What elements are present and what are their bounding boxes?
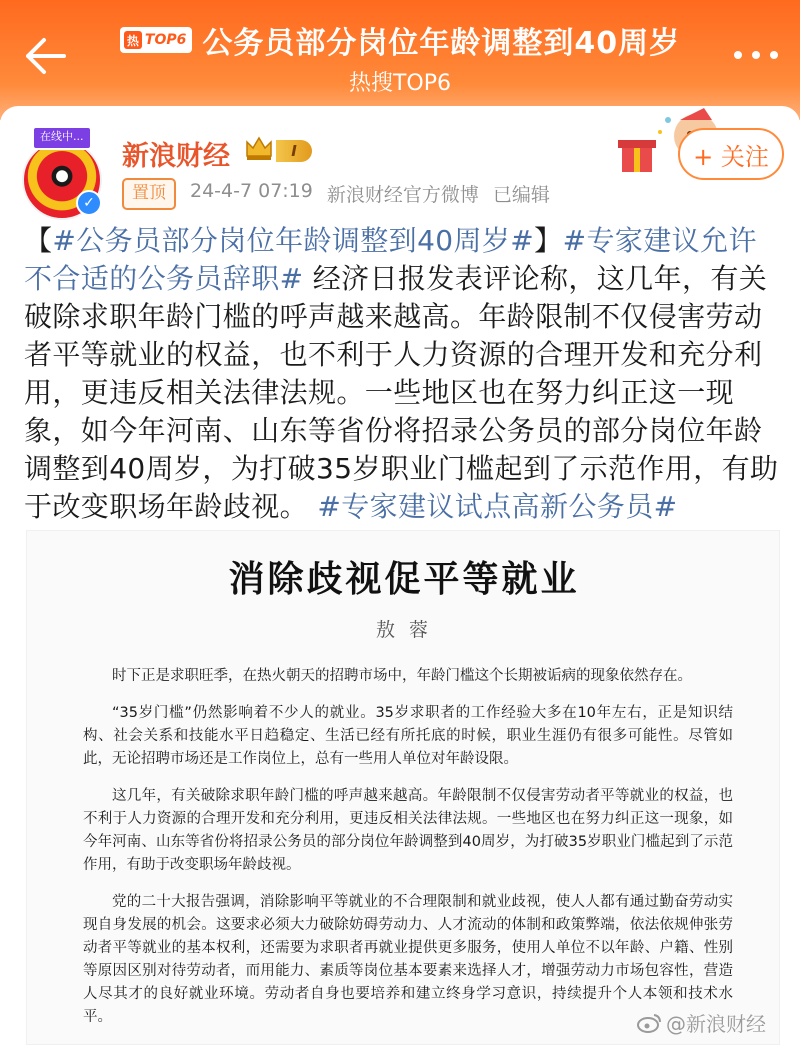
article-paragraph: “35岁门槛”仍然影响着不少人的就业。35岁求职者的工作经验大多在10年左右，正是知识结构、社会关系和技能水平日趋稳定、生活已经有所托底的时候，职业生涯仍有很多可能性。尽管如此，无论招聘市场还是工作岗位上，总有一些用人单位对年龄设限。 <box>83 705 733 767</box>
title-row <box>0 18 800 62</box>
more-dot <box>770 51 778 59</box>
article-title: 消除歧视促平等就业 <box>228 558 580 600</box>
bracket-close: 】 <box>534 224 563 257</box>
article-paragraph: 党的二十大报告强调，消除影响平等就业的不合理限制和就业歧视，使人人都有通过勤奋劳动实现自身发展的机会。这要求必须大力破除妨碍劳动力、人才流动的体制和政策弊端，依法依规伸张劳动者平等就业的基本权利，还需要为求职者再就业提供更多服务，使用人单位不以年龄、户籍、性别等原因区别对待劳动者，而用能力、素质等岗位基本要素来选择人才，增强劳动力市场包容性，营造人尽其才的良好就业环境。劳动者自身也要培养和建立终身学习意识，持续提升个人本领和技术水平。 <box>83 894 733 1025</box>
avatar-container[interactable] <box>22 126 102 212</box>
hashtag-link[interactable]: #专家建议试点高新公务员# <box>317 490 678 523</box>
post-source: 新浪财经官方微博 <box>326 184 479 206</box>
top-header <box>0 0 800 120</box>
pinned-badge: 置顶 <box>122 178 176 210</box>
article-body <box>83 665 733 1043</box>
article-paragraph: 这几年，有关破除求职年龄门槛的呼声越来越高。年龄限制不仅侵害劳动者平等就业的权益，也不利于人力资源的合理开发和充分利用，更违反相关法律法规。一些地区也在努力纠正这一现象，如今年河南、山东等省份将招录公务员的部分岗位年龄调整到40周岁，为打破35岁职业门槛起到了示范作用，有助于改变职场年龄歧视。 <box>83 788 733 873</box>
page-subtitle: 热搜TOP6 <box>348 71 452 96</box>
post-content <box>24 222 780 526</box>
more-dot <box>752 51 760 59</box>
more-button[interactable] <box>734 48 778 62</box>
hashtag-link[interactable]: #公务员部分岗位年龄调整到40周岁# <box>52 224 535 257</box>
article-paragraph: 时下正是求职旺季，在热火朝天的招聘市场中，年龄门槛这个长期被诟病的现象依然存在。 <box>112 668 692 684</box>
crown-icon <box>244 134 274 162</box>
watermark <box>636 1008 766 1037</box>
post-card <box>0 106 800 1061</box>
username[interactable]: 新浪财经 <box>122 141 230 172</box>
post-body-text: 经济日报发表评论称，这几年，有关破除求职年龄门槛的呼声越来越高。年龄限制不仅侵害劳动者平等就业的权益，也不利于人力资源的合理开发和充分利用，更违反相关法律法规。一些地区也在努力纠正这一现象，如今年河南、山东等省份将招录公务员的部分岗位年龄调整到40周岁，为打破35岁职业门槛起到了示范作用，有助于改变职场年龄歧视。 <box>24 262 779 523</box>
hashtag-link[interactable]: #专家建议允许不合适的公务员辞职# <box>24 224 757 295</box>
live-tag: 在线中... <box>32 126 92 150</box>
watermark-text: @新浪财经 <box>666 1012 766 1036</box>
article-author: 敖 蓉 <box>375 619 433 641</box>
hot-badge-label: TOP6 <box>144 32 187 48</box>
vip-level-badge: I <box>276 140 312 162</box>
post-edited: 已编辑 <box>492 184 550 206</box>
article-image[interactable] <box>26 530 780 1045</box>
weibo-logo-icon <box>636 1012 662 1034</box>
bracket-open: 【 <box>24 224 53 257</box>
hot-icon: 热 <box>124 31 142 49</box>
hot-search-badge <box>120 27 192 53</box>
page-title: 公务员部分岗位年龄调整到40周岁 <box>202 26 681 61</box>
follow-button[interactable]: + 关注 <box>678 128 784 180</box>
verified-check-icon: ✓ <box>76 190 102 216</box>
more-dot <box>734 51 742 59</box>
post-timestamp: 24-4-7 07:19 <box>190 180 313 202</box>
post-meta <box>190 180 550 207</box>
